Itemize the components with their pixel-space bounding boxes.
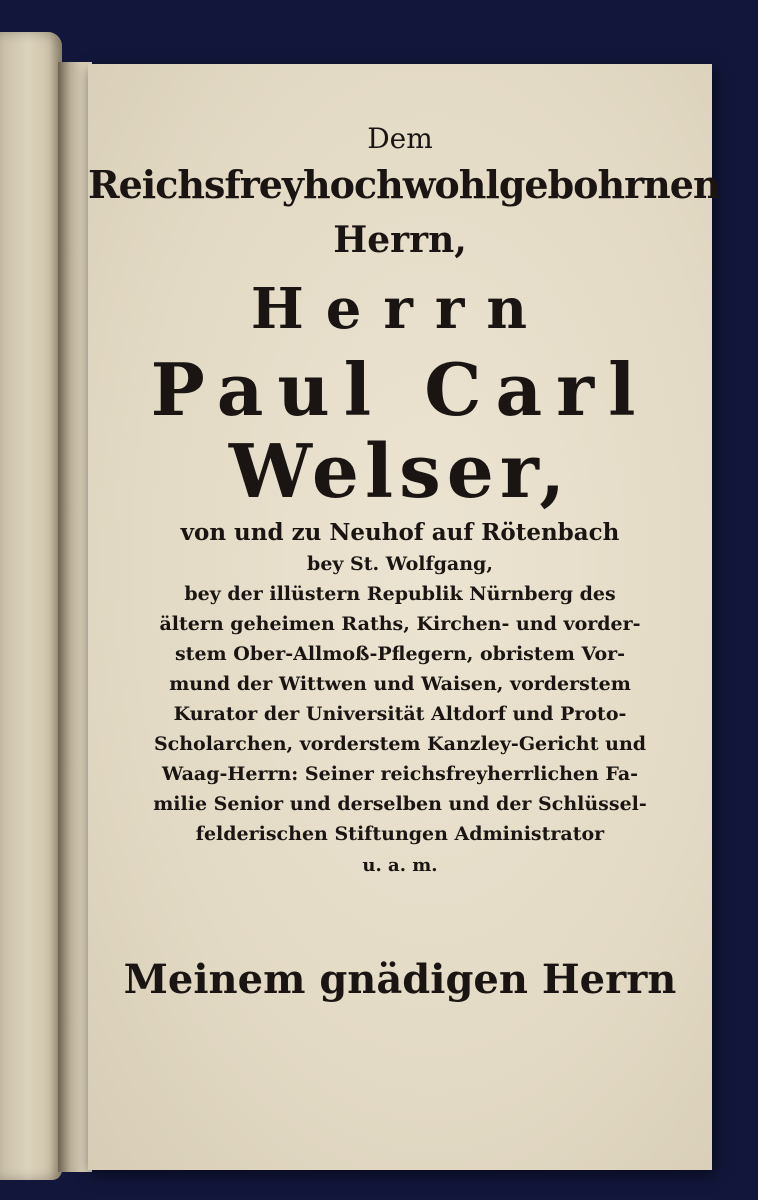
dedication-title-epithet: Reichsfreyhochwohlgebohrnen	[88, 162, 720, 207]
body-line: felderischen Stiftungen Administrator	[195, 823, 605, 845]
body-line: bey der illüstern Republik Nürnberg des	[184, 583, 616, 605]
body-line: milie Senior und derselben und der Schlüssel-	[153, 793, 647, 815]
dedication-surname: Welser,	[228, 429, 572, 515]
dedication-page-text	[88, 64, 720, 1170]
body-line: Scholarchen, vorderstem Kanzley-Gericht und	[153, 733, 647, 755]
body-line-uam: u. a. m.	[362, 855, 438, 876]
body-line: ältern geheimen Raths, Kirchen- und vorder-	[159, 613, 641, 635]
body-line: bey St. Wolfgang,	[307, 553, 493, 575]
body-line: von und zu Neuhof auf Rötenbach	[180, 519, 620, 546]
body-line: Kurator der Universität Altdorf und Proto-	[173, 703, 627, 725]
dedication-herrn-large: Herrn	[250, 276, 550, 342]
dedication-given-names: Paul Carl	[150, 347, 650, 432]
dedication-herrn-small: Herrn,	[333, 219, 467, 261]
dedication-dem: Dem	[367, 122, 433, 155]
body-line: stem Ober-Allmoß-Pflegern, obristem Vor-	[174, 643, 626, 665]
body-line: mund der Wittwen und Waisen, vorderstem	[169, 673, 631, 695]
book-gutter	[58, 62, 92, 1172]
body-line: Waag-Herrn: Seiner reichsfreyherrlichen Fa-	[161, 763, 639, 785]
left-page-edge	[0, 32, 62, 1180]
dedication-closing: Meinem gnädigen Herrn	[123, 956, 677, 1003]
